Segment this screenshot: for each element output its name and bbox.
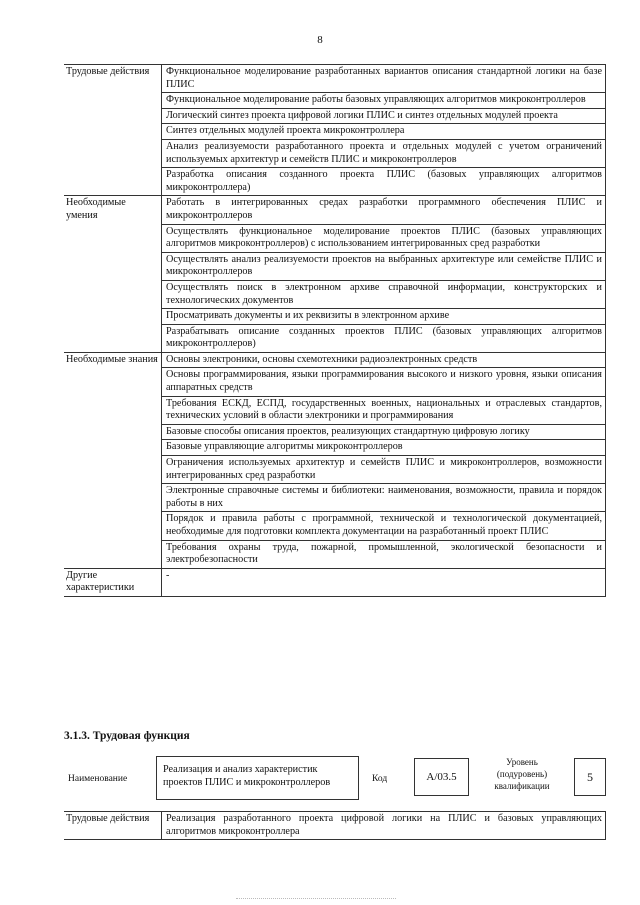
name-label: Наименование	[68, 774, 128, 784]
function-actions-table	[64, 811, 606, 840]
row-text: Функциональное моделирование работы базовых управляющих алгоритмов микроконтроллеров	[162, 93, 606, 109]
row-text: Разрабатывать описание созданных проектов ПЛИС (базовых управляющих алгоритмов микроконтроллеров)	[162, 324, 606, 352]
row-text: Работать в интегрированных средах разработки программного обеспечения ПЛИС и микроконтроллеров	[162, 196, 606, 224]
row-label: Трудовые действия	[64, 812, 162, 840]
page-number: 8	[317, 34, 323, 46]
row-text: Основы электроники, основы схемотехники радиоэлектронных средств	[162, 352, 606, 368]
table-row	[64, 568, 606, 596]
row-text: Логический синтез проекта цифровой логики ПЛИС и синтез отдельных модулей проекта	[162, 108, 606, 124]
table-row	[64, 65, 606, 93]
footer-divider	[236, 898, 396, 899]
group-label: Другие характеристики	[64, 568, 162, 596]
row-text: Осуществлять анализ реализуемости проектов на выбранных архитектуре или семействе ПЛИС и микроконтроллеров	[162, 252, 606, 280]
row-text: Просматривать документы и их реквизиты в электронном архиве	[162, 309, 606, 325]
table-row	[64, 196, 606, 224]
group-label: Необходимые умения	[64, 196, 162, 353]
table-row	[64, 352, 606, 368]
row-text: Электронные справочные системы и библиотеки: наименования, возможности, правила и порядок работы в них	[162, 484, 606, 512]
group-label: Необходимые знания	[64, 352, 162, 568]
row-text: Базовые способы описания проектов, реализующих стандартную цифровую логику	[162, 424, 606, 440]
level-label: Уровень (подуровень) квалификации	[494, 757, 550, 791]
row-text: Базовые управляющие алгоритмы микроконтроллеров	[162, 440, 606, 456]
code-label: Код	[372, 774, 388, 784]
row-text: Функциональное моделирование разработанных вариантов описания стандартной логики на базе ПЛИС	[162, 65, 606, 93]
level-box: 5	[574, 758, 606, 796]
row-text: Разработка описания созданного проекта ПЛИС (базовых управляющих алгоритмов микроконтроллера)	[162, 168, 606, 196]
row-text: Ограничения используемых архитектур и семейств ПЛИС и микроконтроллеров, возможности интегрированных сред разработки	[162, 456, 606, 484]
group-label: Трудовые действия	[64, 65, 162, 196]
row-text: Требования ЕСКД, ЕСПД, государственных военных, национальных и отраслевых стандартов, технических условий в области электроники и программирования	[162, 396, 606, 424]
row-text: Реализация разработанного проекта цифровой логики на ПЛИС и базовых управляющих алгоритмов микроконтроллера	[162, 812, 606, 840]
function-name-box: Реализация и анализ характеристик проектов ПЛИС и микроконтроллеров	[156, 756, 359, 800]
row-text: Синтез отдельных модулей проекта микроконтроллера	[162, 124, 606, 140]
row-text: Осуществлять функциональное моделирование проектов ПЛИС (базовых управляющих алгоритмов микроконтроллеров) с использованием интегрированных сред разработки	[162, 224, 606, 252]
requirements-table	[64, 64, 606, 597]
row-text: Осуществлять поиск в электронном архиве справочной информации, конструкторских и технологических документов	[162, 280, 606, 308]
row-text: -	[162, 568, 606, 596]
row-text: Порядок и правила работы с программной, технической и технологической документацией, необходимые для подготовки комплекта документации на разработанный проект ПЛИС	[162, 512, 606, 540]
function-header	[64, 756, 624, 806]
function-code-box: А/03.5	[414, 758, 469, 796]
section-title: 3.1.3. Трудовая функция	[64, 730, 190, 742]
row-text: Требования охраны труда, пожарной, промышленной, экологической безопасности и электробезопасности	[162, 540, 606, 568]
table-row	[64, 812, 606, 840]
row-text: Анализ реализуемости разработанного проекта и отдельных модулей с учетом ограничений используемых архитектур и семейств ПЛИС и микроконтроллеров	[162, 139, 606, 167]
row-text: Основы программирования, языки программирования высокого и низкого уровня, языки описания аппаратных средств	[162, 368, 606, 396]
